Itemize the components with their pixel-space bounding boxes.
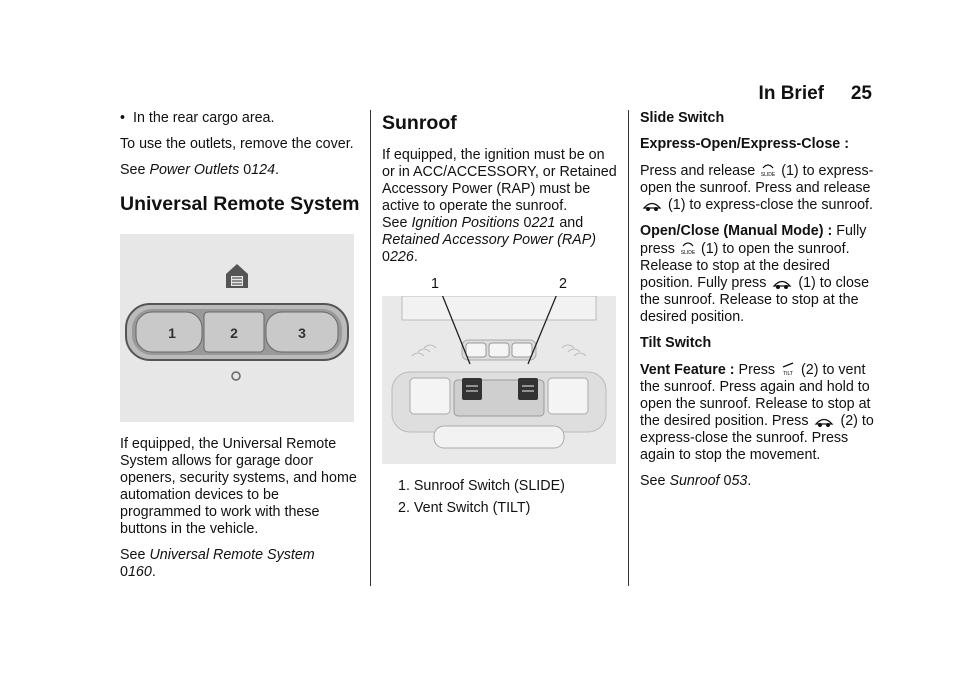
column-3	[640, 110, 880, 499]
tilt-icon	[781, 361, 795, 377]
callout-1: 1	[431, 276, 439, 292]
page-arrow-icon: 0	[523, 215, 532, 231]
subheading: Tilt Switch	[640, 335, 712, 351]
page-header	[0, 83, 960, 107]
paragraph: To use the outlets, remove the cover.	[120, 136, 354, 152]
section-name: In Brief	[758, 83, 824, 104]
page-ref[interactable]: 221	[531, 215, 556, 231]
column-divider	[628, 110, 629, 586]
caption-item: 1. Sunroof Switch (SLIDE)	[398, 478, 565, 494]
cross-reference-link[interactable]: Ignition Positions	[411, 215, 520, 231]
universal-remote-figure	[120, 234, 354, 422]
see-reference: See Ignition Positions 0221 and Retained Accessory Power (RAP) 0226.	[382, 215, 596, 265]
bullet-text: In the rear cargo area.	[133, 110, 275, 126]
remote-button-2: 2	[230, 325, 238, 341]
section-heading: Universal Remote System	[120, 193, 360, 215]
bullet-item	[120, 110, 360, 127]
svg-text:SLIDE: SLIDE	[680, 250, 695, 256]
cross-reference-link[interactable]: Retained Accessory Power (RAP)	[382, 232, 596, 248]
caption-item: 2. Vent Switch (TILT)	[398, 500, 531, 516]
sunroof-close-icon	[814, 416, 834, 428]
page-arrow-icon: 0	[723, 473, 732, 489]
subheading: Slide Switch	[640, 110, 725, 126]
cross-reference-link[interactable]: Universal Remote System	[149, 547, 315, 563]
section-heading: Sunroof	[382, 112, 457, 134]
sunroof-close-icon	[642, 200, 662, 212]
slide-icon	[681, 240, 695, 256]
paragraph: Open/Close (Manual Mode) : Fully press SLIDE (1) to open the sunroof. Release to stop at the desired position. Fully press (1) to close the sunroof. Release to stop at the desired position.	[640, 223, 870, 325]
see-reference: See Universal Remote System 0160.	[120, 547, 315, 580]
page-arrow-icon: 0	[243, 162, 252, 178]
see-reference: See Power Outlets 0124.	[120, 162, 280, 178]
column-2	[382, 110, 618, 522]
paragraph: If equipped, the Universal Remote System allows for garage door openers, security systems, and home automation devices to be programmed to work with these buttons in the vehicle.	[120, 436, 357, 537]
page-ref[interactable]: 226	[389, 249, 414, 265]
cross-reference-link[interactable]: Power Outlets	[149, 162, 240, 178]
indicator-light-icon	[232, 372, 240, 380]
remote-button-1: 1	[168, 325, 176, 341]
page-number: 25	[850, 83, 872, 104]
page-arrow-icon: 0	[382, 249, 390, 265]
paragraph: If equipped, the ignition must be on or in ACC/ACCESSORY, or Retained Accessory Power (RAP) must be active to operate the sunroof.	[382, 147, 617, 214]
figure-caption-list	[398, 478, 618, 517]
page-ref[interactable]: 124	[251, 162, 276, 178]
page-ref[interactable]: 160	[127, 564, 152, 580]
column-divider	[370, 110, 371, 586]
slide-icon	[761, 162, 775, 178]
svg-text:TILT: TILT	[783, 371, 794, 377]
column-1	[120, 110, 360, 590]
paragraph: Press and release SLIDE (1) to express-open the sunroof. Press and release (1) to express-close the sunroof.	[640, 163, 874, 213]
paragraph: Vent Feature : Press TILT (2) to vent the sunroof. Press again and hold to open the sunroof. Release to stop at the desired position. Press (2) to express-close the sunroof. Press again to stop the movement.	[640, 362, 874, 463]
callout-2: 2	[559, 276, 567, 292]
figure-callouts	[382, 276, 618, 294]
svg-text:SLIDE: SLIDE	[761, 172, 776, 178]
subheading: Express-Open/Express-Close :	[640, 136, 849, 152]
sunroof-console-figure	[382, 296, 616, 464]
slide-switch-icon	[462, 378, 482, 400]
page-ref[interactable]: 53	[731, 473, 748, 489]
sunroof-close-icon	[772, 278, 792, 290]
page-arrow-icon: 0	[120, 564, 128, 580]
see-reference: See Sunroof 053.	[640, 473, 752, 489]
remote-button-3: 3	[298, 325, 306, 341]
tilt-switch-icon	[518, 378, 538, 400]
bullet-marker: •	[120, 110, 126, 126]
cross-reference-link[interactable]: Sunroof	[669, 473, 720, 489]
garage-house-icon	[226, 264, 248, 288]
